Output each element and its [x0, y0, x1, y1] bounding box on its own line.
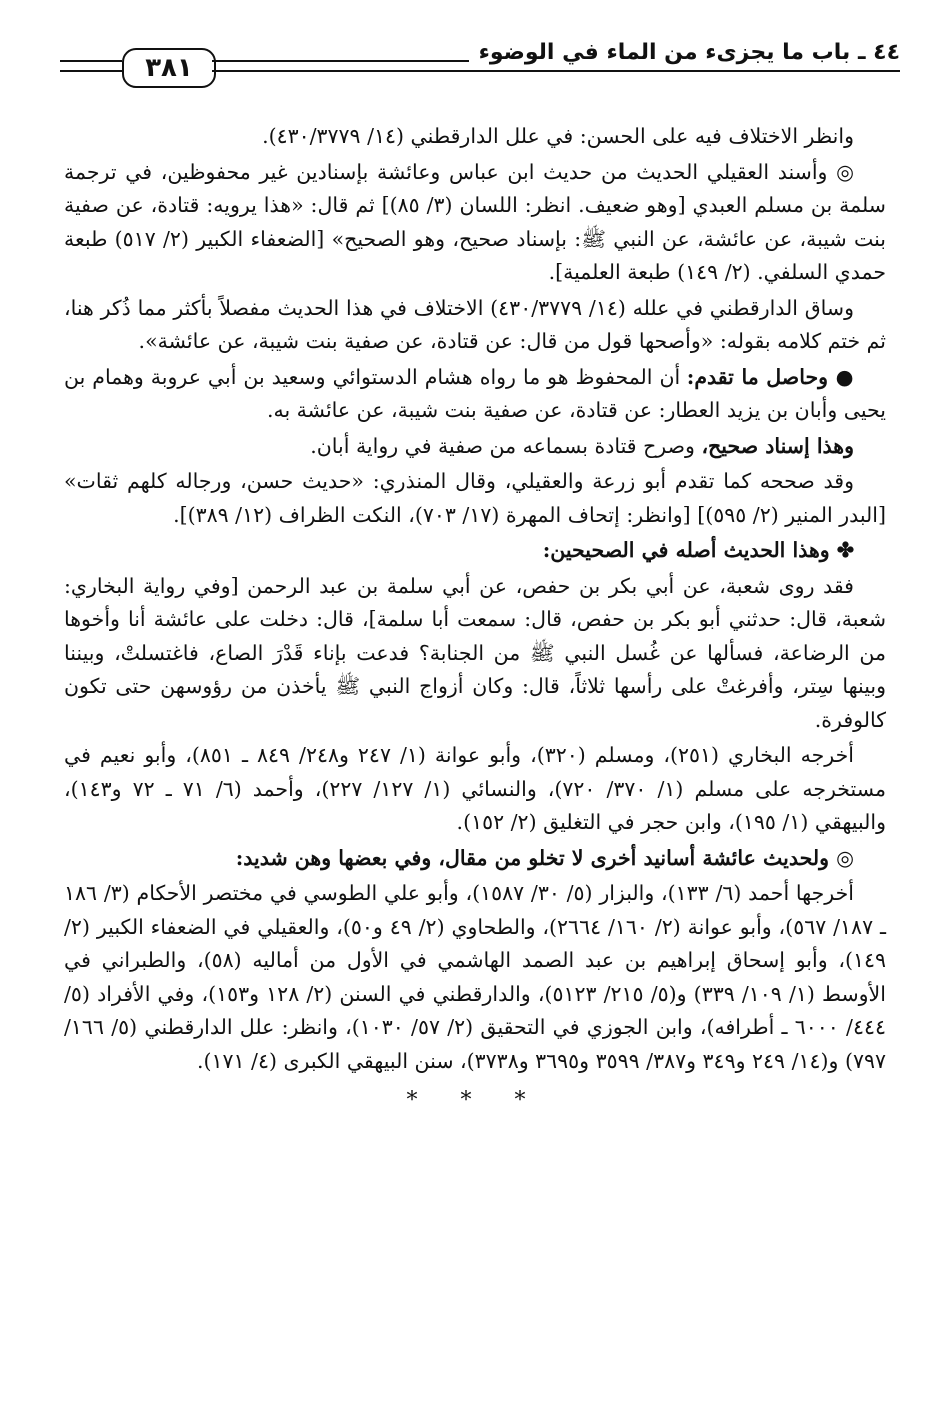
section-heading [64, 842, 886, 876]
section-heading [64, 534, 886, 568]
paragraph-lead: وهذا إسناد صحيح، [701, 433, 854, 458]
page-number: ٣٨١ [122, 48, 216, 88]
paragraph [64, 361, 886, 428]
paragraph-lead: ✤ وهذا الحديث أصله في الصحيحين: [542, 538, 854, 562]
section-separator-stars: * * * [406, 1088, 544, 1113]
paragraph: وساق الدارقطني في علله (١٤/ ٤٣٠/٣٧٧٩) الاختلاف في هذا الحديث مفصلاً بأكثر مما ذُكر هنا، ثم ختم كلامه بقوله: «وأصحها قول من قال: عن قتادة، عن صفية بنت شيبة، عن عائشة». [64, 295, 886, 353]
paragraph: أخرجه البخاري (٢٥١)، ومسلم (٣٢٠)، وأبو عوانة (١/ ٢٤٧ و٢٤٨/ ٨٤٩ ـ ٨٥١)، وأبو نعيم في مستخرجه على مسلم (١/ ٣٧٠/ ٧٢٠)، والنسائي (١/ ١٢٧/ ٢٢٧)، وأحمد (٦/ ٧١ ـ ٧٢ و١٤٣)، والبيهقي (١/ ١٩٥)، وابن حجر في التغليق (٢/ ١٥٢). [64, 743, 886, 834]
paragraph-text: أن المحفوظ هو ما رواه هشام الدستوائي وسعيد بن أبي عروبة وهمام بن يحيى وأبان بن يزيد العطار: عن قتادة، عن صفية بنت شيبة، عن عائشة به. [64, 364, 886, 422]
header-rule [212, 70, 900, 72]
paragraph-lead: ◎ ولحديث عائشة أسانيد أخرى لا تخلو من مقال، وفي بعضها وهن شديد: [235, 845, 854, 870]
page-header [60, 40, 900, 92]
paragraph: وقد صححه كما تقدم أبو زرعة والعقيلي، وقال المنذري: «حديث حسن، ورجاله كلهم ثقات» [البدر المنير (٢/ ٥٩٥)] [وانظر: إتحاف المهرة (١٧/ ٧٠٣)، النكت الظراف (١٢/ ٣٨٩)]. [64, 469, 886, 527]
paragraph: فقد روى شعبة، عن أبي بكر بن حفص، عن أبي سلمة بن عبد الرحمن [وفي رواية البخاري: شعبة، قال: حدثني أبو بكر بن حفص، قال: سمعت أبا سلمة]، قال: دخلت على عائشة أنا وأخوها من الرضاعة، فسألها عن غُسل النبي ﷺ من الجنابة؟ فدعت بإناء قَدْرَ الصاع، فاغتسلتْ، وبيننا وبينها سِتر، وأفرغتْ على رأسها ثلاثاً، قال: وكان أزواج النبي ﷺ يأخذن من رؤوسهن حتى تكون كالوفرة. [64, 573, 886, 732]
paragraph-lead: ● وحاصل ما تقدم: [686, 364, 854, 389]
paragraph: أخرجها أحمد (٦/ ١٣٣)، والبزار (٥/ ٣٠/ ١٥٨٧)، وأبو علي الطوسي في مختصر الأحكام (٣/ ١٨٦ ـ ١٨٧/ ٥٦٧)، وأبو عوانة (٢/ ١٦٠/ ٢٦٦٤)، والطحاوي (٢/ ٤٩ و٥٠)، والعقيلي في الضعفاء الكبير (٢/ ١٤٩)، وأبو إسحاق إبراهيم بن عبد الصمد الهاشمي في الأول من أماليه (٥٨)، والطبراني في الأوسط (١/ ١٠٩/ ٣٣٩) و(٥/ ٢١٥/ ٥١٢٣)، والدارقطني في السنن (٢/ ١٢٨ و١٥٣)، وفي الأفراد (٥/ ٤٤٤/ ٦٠٠٠ ـ أطرافه)، وابن الجوزي في التحقيق (٢/ ٥٧/ ١٠٣٠)، وانظر: علل الدارقطني (٥/ ١٦٦/ ٧٩٧) و(١٤/ ٢٤٩ و٣٤٩ و٣٨٧/ ٣٥٩٩ و٣٦٩٥ و٣٧٣٨)، سنن البيهقي الكبرى (٤/ ١٧١). [64, 881, 887, 1073]
header-rule [60, 60, 122, 62]
header-rule [60, 70, 122, 72]
paragraph: وانظر الاختلاف فيه على الحسن: في علل الدارقطني (١٤/ ٤٣٠/٣٧٧٩). [262, 124, 854, 148]
chapter-title: ٤٤ ـ باب ما يجزىء من الماء في الوضوء [469, 40, 900, 65]
paragraph [64, 430, 886, 464]
paragraph: ◎ وأسند العقيلي الحديث من حديث ابن عباس وعائشة بإسنادين غير محفوظين، في ترجمة سلمة بن مسلم العبدي [وهو ضعيف. انظر: اللسان (٣/ ٨٥)] ثم قال: «هذا يرويه: قتادة، عن صفية بنت شيبة، عن عائشة، عن النبي ﷺ: بإسناد صحيح، وهو الصحيح» [الضعفاء الكبير (٢/ ٥١٧) طبعة حمدي السلفي. (٢/ ١٤٩) طبعة العلمية]. [64, 159, 886, 284]
page-body [64, 120, 886, 1360]
paragraph-text: وصرح قتادة بسماعه من صفية في رواية أبان. [310, 433, 702, 458]
